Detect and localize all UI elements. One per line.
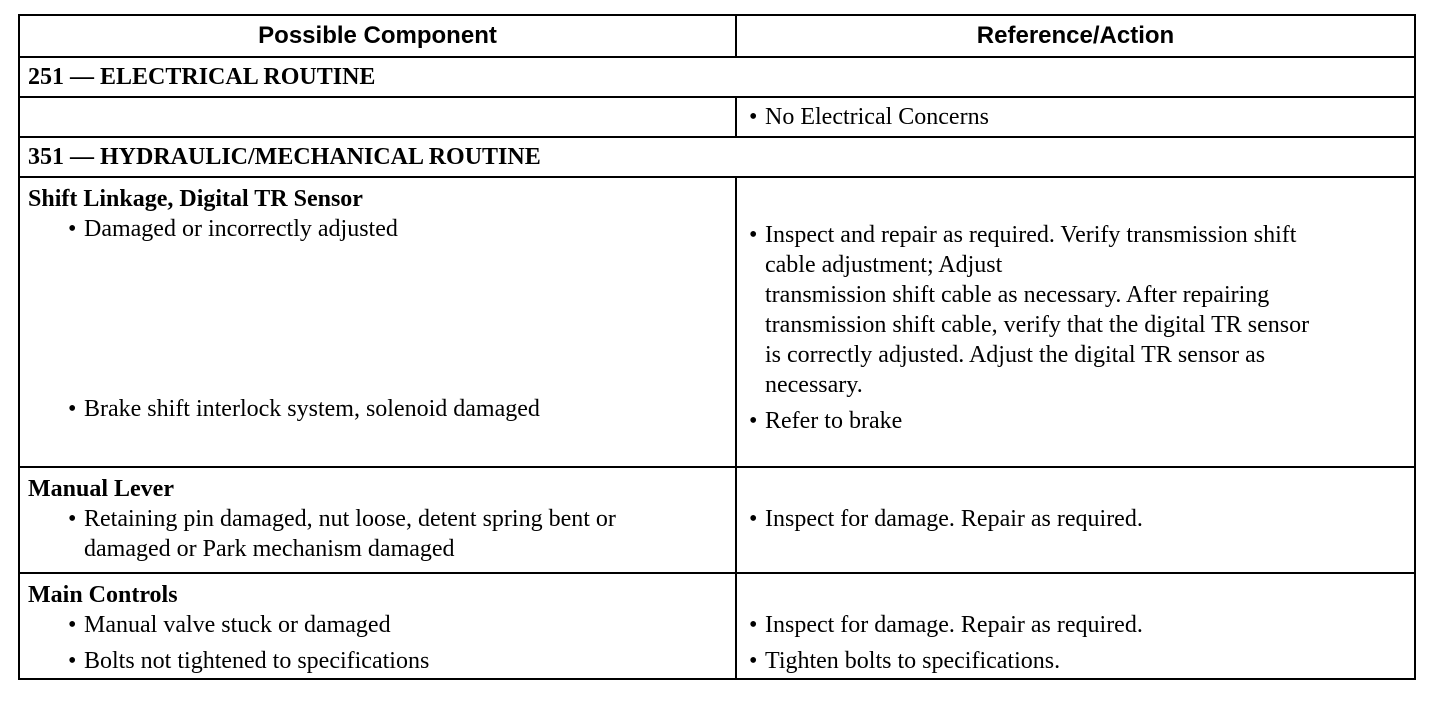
component-line: Retaining pin damaged, nut loose, detent spring bent or xyxy=(84,506,616,532)
reference-cell xyxy=(736,467,1415,573)
spacer xyxy=(28,244,727,394)
list-item xyxy=(28,646,727,676)
reference-cell xyxy=(736,97,1415,137)
list-item xyxy=(745,504,1406,534)
bullet-icon: • xyxy=(68,648,77,674)
header-reference-action: Reference/Action xyxy=(736,15,1415,57)
spacer xyxy=(745,178,1406,220)
component-text: Bolts not tightened to specifications xyxy=(84,648,430,674)
bullet-icon: • xyxy=(68,216,77,242)
table-row xyxy=(19,97,1415,137)
action-line: transmission shift cable, verify that the digital TR sensor xyxy=(765,312,1310,338)
action-line: Inspect and repair as required. Verify transmission shift xyxy=(765,222,1297,248)
bullet-icon: • xyxy=(68,396,77,422)
bullet-icon: • xyxy=(749,104,758,130)
diagnostic-table-page xyxy=(18,14,1414,680)
list-item xyxy=(28,214,727,244)
list-item xyxy=(745,610,1406,640)
list-item xyxy=(28,504,727,564)
component-line: damaged or Park mechanism damaged xyxy=(84,536,455,562)
component-text: Manual valve stuck or damaged xyxy=(84,612,391,638)
list-item xyxy=(745,406,1406,436)
component-cell xyxy=(19,573,736,679)
action-text: Refer to brake xyxy=(765,408,903,434)
table-row xyxy=(19,177,1415,467)
list-item xyxy=(745,646,1406,676)
spacer xyxy=(745,574,1406,610)
list-item xyxy=(745,220,1406,400)
spacer xyxy=(745,468,1406,504)
table-row xyxy=(19,573,1415,679)
bullet-icon: • xyxy=(68,506,77,532)
group-title: Main Controls xyxy=(28,582,178,608)
bullet-icon: • xyxy=(749,648,758,674)
component-text: Brake shift interlock system, solenoid damaged xyxy=(84,396,540,422)
action-line: necessary. xyxy=(765,372,863,398)
action-text: Inspect for damage. Repair as required. xyxy=(765,612,1143,638)
component-text: Damaged or incorrectly adjusted xyxy=(84,216,398,242)
header-possible-component: Possible Component xyxy=(19,15,736,57)
section-title-hydraulic: 351 — HYDRAULIC/MECHANICAL ROUTINE xyxy=(19,137,1415,177)
bullet-icon: • xyxy=(749,506,758,532)
bullet-icon: • xyxy=(749,408,758,434)
action-line: transmission shift cable as necessary. After repairing xyxy=(765,282,1270,308)
reference-cell xyxy=(736,177,1415,467)
group-title: Shift Linkage, Digital TR Sensor xyxy=(28,186,363,212)
section-row-electrical xyxy=(19,57,1415,97)
list-item xyxy=(745,102,1406,132)
action-text: No Electrical Concerns xyxy=(765,104,989,130)
empty-cell xyxy=(19,97,736,137)
diagnostic-table xyxy=(18,14,1416,680)
action-line: cable adjustment; Adjust xyxy=(765,252,1003,278)
component-cell xyxy=(19,467,736,573)
list-item xyxy=(28,610,727,640)
bullet-icon: • xyxy=(749,612,758,638)
bullet-icon: • xyxy=(749,222,758,248)
section-title-electrical: 251 — ELECTRICAL ROUTINE xyxy=(19,57,1415,97)
bullet-icon: • xyxy=(68,612,77,638)
list-item xyxy=(28,394,727,424)
action-line: is correctly adjusted. Adjust the digital TR sensor as xyxy=(765,342,1266,368)
table-row xyxy=(19,467,1415,573)
action-text: Tighten bolts to specifications. xyxy=(765,648,1061,674)
action-text: Inspect for damage. Repair as required. xyxy=(765,506,1143,532)
section-row-hydraulic xyxy=(19,137,1415,177)
group-title: Manual Lever xyxy=(28,476,174,502)
component-cell xyxy=(19,177,736,467)
header-row xyxy=(19,15,1415,57)
reference-cell xyxy=(736,573,1415,679)
